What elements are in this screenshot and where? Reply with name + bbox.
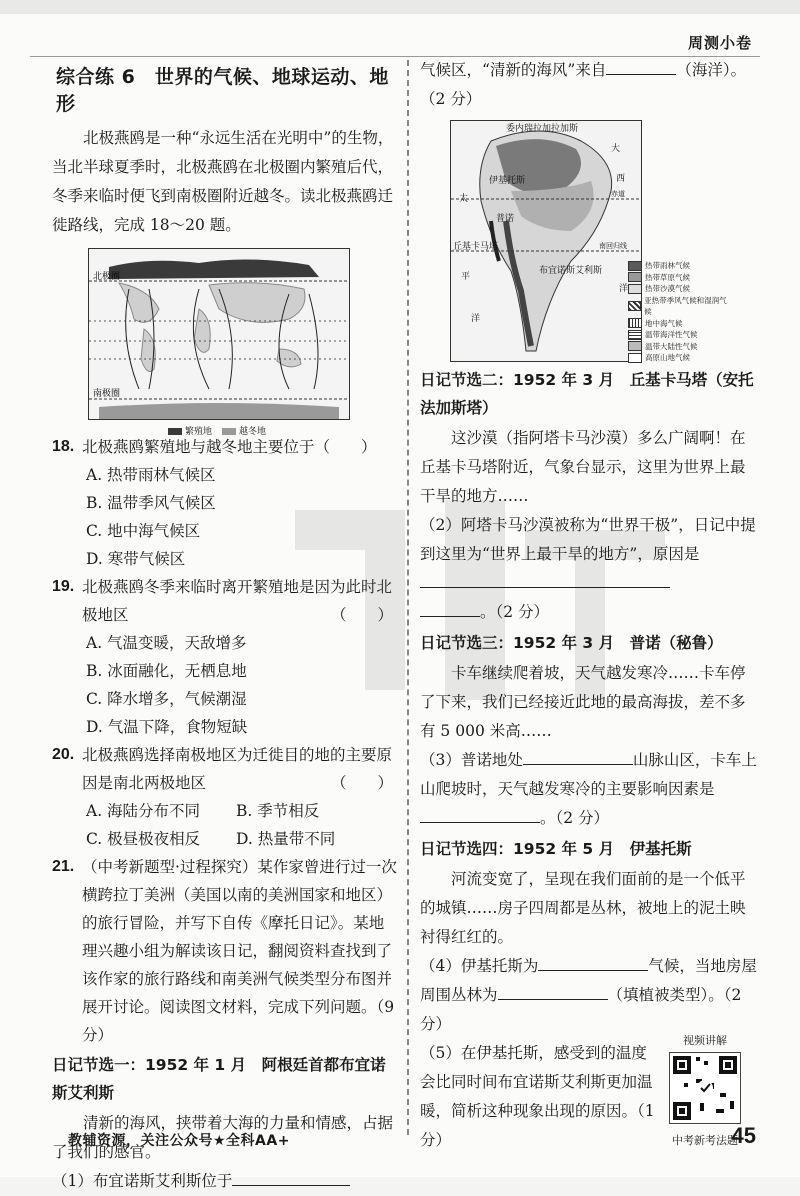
sub4-blank-a[interactable]	[538, 952, 648, 971]
legend-item: 地中海气候	[628, 318, 728, 330]
sub2-blank[interactable]	[420, 569, 670, 588]
question-18	[52, 433, 397, 461]
label-buenos-aires: 布宜诺斯艾利斯	[539, 266, 603, 276]
question-20	[52, 741, 397, 797]
q19-paren: （ ）	[330, 606, 393, 624]
header-tag: 周测小卷	[687, 34, 752, 52]
q19-option-c[interactable]: C. 降水增多，气候潮湿	[86, 690, 247, 708]
sub3-blank-b[interactable]	[420, 804, 540, 823]
q18-option-c[interactable]: C. 地中海气候区	[86, 522, 201, 540]
top-strip	[0, 0, 800, 14]
sub2-line: （2）阿塔卡马沙漠被称为“世界干极”，日记中提到这里为“世界上最干旱的地方”，原因是 。（2 分）	[420, 516, 756, 621]
q20-option-c[interactable]: C. 极昼极夜相反	[86, 830, 201, 848]
q19-option-b[interactable]: B. 冰面融化，无栖息地	[86, 662, 247, 680]
diary1-text: 清新的海风，挟带着大海的力量和情感，占据了我们的感官。	[52, 1114, 394, 1161]
sub1-blank-b[interactable]	[606, 56, 676, 75]
q20-option-d[interactable]: D. 热量带不同	[236, 830, 336, 848]
sub1-cont: 气候区，“清新的海风”来自 （海洋）。（2 分）	[420, 56, 758, 114]
question-21	[52, 853, 397, 1049]
q18-option-d[interactable]: D. 寒带气候区	[86, 550, 186, 568]
diary3-title: 日记节选三：1952 年 3 月 普诺（秘鲁）	[420, 634, 723, 652]
sub3-line: （3）普诺地处 山脉山区，卡车上山爬坡时，天气越发寒冷的主要影响因素是。（2 分）	[420, 746, 758, 833]
column-divider	[407, 60, 409, 1135]
sub1-line: （1）布宜诺斯艾利斯位于	[52, 1167, 397, 1196]
legend-item: 热带雨林气候	[628, 260, 728, 272]
label-iquitos: 伊基托斯	[489, 176, 526, 186]
diary4-text: 河流变宽了，呈现在我们面前的是一个低平的城镇……房子四周都是丛林，被地上的泥土映衬得红红的。	[420, 870, 746, 946]
diary1-title: 日记节选一：1952 年 1 月 阿根廷首都布宜诺斯艾利斯	[52, 1056, 386, 1102]
q19-text: 北极燕鸥冬季来临时离开繁殖地是因为此时北极地区 （ ）	[82, 573, 397, 629]
sub2-blank-cont[interactable]	[420, 598, 480, 617]
diary3-text: 卡车继续爬着坡，天气越发寒冷……卡车停了下来，我们已经接近此地的最高海拔，差不多有 5 000 米高……	[420, 664, 746, 740]
map1-legend	[168, 424, 266, 437]
qr-caption-bottom: 中考新考法题	[672, 1134, 738, 1147]
right-column	[420, 56, 758, 1155]
sub3-blank-a[interactable]	[523, 746, 633, 765]
south-america-climate-map	[450, 120, 727, 362]
label-equator: 赤道	[611, 190, 625, 198]
legend-item: 热带沙漠气候	[628, 283, 728, 295]
q19-option-d[interactable]: D. 气温下降，食物短缺	[86, 718, 248, 736]
label-ping: 平	[461, 272, 471, 282]
sub5-text: （5）在伊基托斯，感受到的温度会比同时间布宜诺斯艾利斯更加温暖，简析这种现象出现的原因。（1 分）	[420, 1044, 655, 1149]
q20-number: 20.	[52, 746, 75, 763]
legend-item: 温带大陆性气候	[628, 341, 728, 353]
antarctic-circle-label: 南极圈	[93, 389, 121, 399]
legend-item: 高原山地气候	[628, 352, 728, 364]
intro-text: 北极燕鸥是一种“永远生活在光明中”的生物，当北半球夏季时，北极燕鸥在北极圈内繁殖后代，冬季来临时便飞到南极圈附近越冬。读北极燕鸥迁徙路线，完成 18～20 题。	[52, 129, 394, 234]
tern-migration-map	[88, 248, 348, 437]
legend-wintering: 越冬地	[222, 424, 266, 437]
map2-legend	[628, 260, 728, 364]
diary4-title: 日记节选四：1952 年 5 月 伊基托斯	[420, 840, 692, 858]
page-number: 45	[731, 1123, 756, 1148]
world-map-graphic	[88, 248, 350, 420]
legend-item: 亚热带季风气候和湿润气候	[628, 295, 728, 318]
sub4-blank-b[interactable]	[498, 981, 608, 1000]
arctic-circle-label: 北极圈	[93, 272, 121, 282]
q20-text: 北极燕鸥选择南极地区为迁徙目的地的主要原因是南北两极地区 （ ）	[82, 741, 397, 797]
label-puno: 普诺	[496, 214, 515, 224]
label-yang2: 洋	[619, 284, 629, 294]
south-america-map-graphic	[450, 120, 642, 362]
q21-number: 21.	[52, 858, 75, 875]
section-title: 综合练 6 世界的气候、地球运动、地形	[56, 66, 389, 115]
q20-option-a[interactable]: A. 海陆分布不同	[86, 802, 201, 820]
q19-number: 19.	[52, 578, 75, 595]
qr-caption-top: 视频讲解	[683, 1034, 727, 1047]
diary2-text: 这沙漠（指阿塔卡马沙漠）多么广阔啊！在丘基卡马塔附近，气象台显示，这里为世界上最干旱的地方……	[420, 429, 746, 505]
label-da: 大	[611, 144, 621, 154]
label-tai: 太	[459, 194, 469, 204]
qr-code[interactable]	[669, 1052, 741, 1124]
question-19	[52, 573, 397, 629]
footer-text: 教辅资源，关注公众号★全科AA+	[68, 1133, 290, 1149]
q21-text: （中考新题型·过程探究）某作家曾进行过一次横跨拉丁美洲（美国以南的美洲国家和地区）的旅行冒险，并写下自传《摩托日记》。某地理兴趣小组为解读该日记，翻阅资料查找到了该作家的旅行路线和南美洲气候类型分布图并展开讨论。阅读图文材料，完成下列问题。（9 分）	[82, 858, 397, 1044]
q18-option-a[interactable]: A. 热带雨林气候区	[86, 466, 216, 484]
label-chuquicamata: 丘基卡马塔	[453, 242, 499, 252]
label-caracas: 委内瑞拉加拉加斯	[506, 124, 579, 134]
left-column	[52, 56, 397, 1196]
q20-option-b[interactable]: B. 季节相反	[236, 802, 320, 820]
legend-item: 热带草原气候	[628, 272, 728, 284]
q20-options-row2	[86, 825, 397, 853]
diary2-title: 日记节选二：1952 年 3 月 丘基卡马塔（安托法加斯塔）	[420, 371, 754, 417]
q18-option-b[interactable]: B. 温带季风气候区	[86, 494, 216, 512]
legend-item: 温带海洋性气候	[628, 329, 728, 341]
q18-text: 北极燕鸥繁殖地与越冬地主要位于（ ）	[82, 438, 377, 456]
sub4-line: （4）伊基托斯为 气候，当地房屋周围丛林为 （填植被类型）。（2 分）	[420, 952, 758, 1039]
q18-number: 18.	[52, 438, 75, 455]
legend-breeding: 繁殖地	[168, 424, 212, 437]
label-xi: 西	[616, 174, 626, 184]
label-tropic: 南回归线	[599, 242, 627, 250]
q20-paren: （ ）	[330, 774, 393, 792]
q20-options-row1	[86, 797, 397, 825]
label-yang: 洋	[471, 314, 481, 324]
q19-option-a[interactable]: A. 气温变暖，天敌增多	[86, 634, 247, 652]
